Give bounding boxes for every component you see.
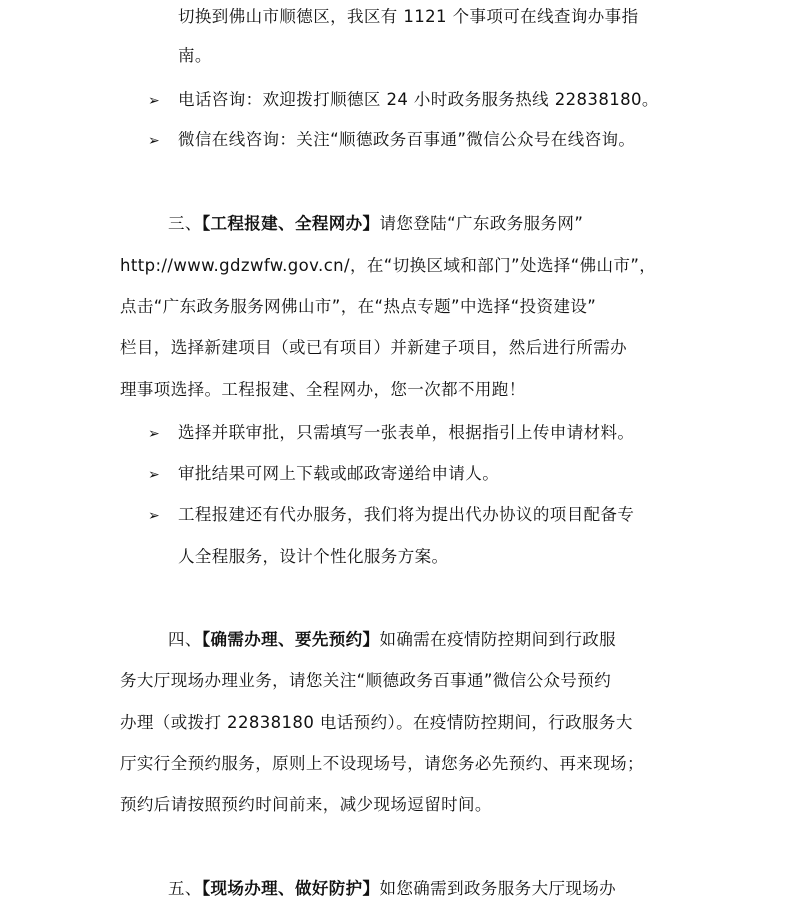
- section-3-first-line: [168, 214, 583, 234]
- paragraph-line: 厅实行全预约服务，原则上不设现场号，请您务必先预约、再来现场；: [120, 754, 644, 773]
- bullet-item: 微信在线咨询：关注“顺德政务百事通”微信公众号在线咨询。: [178, 130, 636, 149]
- section-heading: 【确需办理、要先预约】: [201, 630, 380, 649]
- section-5-first-line: [168, 879, 616, 899]
- arrow-bullet-icon: ➢: [148, 467, 160, 483]
- section-heading: 【现场办理、做好防护】: [201, 879, 380, 898]
- paragraph-text: 如您确需到政务服务大厅现场办: [379, 879, 617, 898]
- bullet-item-continuation: 人全程服务，设计个性化服务方案。: [178, 547, 449, 566]
- paragraph-line: 预约后请按照预约时间前来，减少现场逗留时间。: [120, 795, 492, 814]
- arrow-bullet-icon: ➢: [148, 93, 160, 109]
- bullet-item: 审批结果可网上下载或邮政寄递给申请人。: [178, 464, 500, 483]
- section-number: 四、: [168, 630, 202, 649]
- paragraph-line: 理事项选择。工程报建、全程网办，您一次都不用跑！: [120, 380, 526, 399]
- paragraph-line: 务大厅现场办理业务，请您关注“顺德政务百事通”微信公众号预约: [120, 671, 612, 690]
- section-heading: 【工程报建、全程网办】: [201, 214, 380, 233]
- section-4-first-line: [168, 630, 616, 650]
- paragraph-line: 切换到佛山市顺德区，我区有 1121 个事项可在线查询办事指: [178, 7, 639, 26]
- section-number: 五、: [168, 879, 202, 898]
- bullet-item: 工程报建还有代办服务，我们将为提出代办协议的项目配备专: [178, 505, 635, 524]
- paragraph-line: http://www.gdzwfw.gov.cn/，在“切换区域和部门”处选择“佛山市”，: [120, 256, 657, 275]
- arrow-bullet-icon: ➢: [148, 508, 160, 524]
- bullet-item: 电话咨询：欢迎拨打顺德区 24 小时政务服务热线 22838180。: [178, 90, 659, 109]
- bullet-item: 选择并联审批，只需填写一张表单，根据指引上传申请材料。: [178, 423, 635, 442]
- arrow-bullet-icon: ➢: [148, 133, 160, 149]
- section-number: 三、: [168, 214, 202, 233]
- paragraph-text: 如确需在疫情防控期间到行政服: [379, 630, 617, 649]
- paragraph-line: 栏目，选择新建项目（或已有项目）并新建子项目，然后进行所需办: [120, 338, 627, 357]
- paragraph-line: 南。: [178, 46, 212, 65]
- arrow-bullet-icon: ➢: [148, 426, 160, 442]
- paragraph-line: 点击“广东政务服务网佛山市”，在“热点专题”中选择“投资建设”: [120, 297, 597, 316]
- paragraph-line: 办理（或拨打 22838180 电话预约）。在疫情防控期间，行政服务大: [120, 713, 633, 732]
- paragraph-text: 请您登陆“广东政务服务网”: [379, 214, 584, 233]
